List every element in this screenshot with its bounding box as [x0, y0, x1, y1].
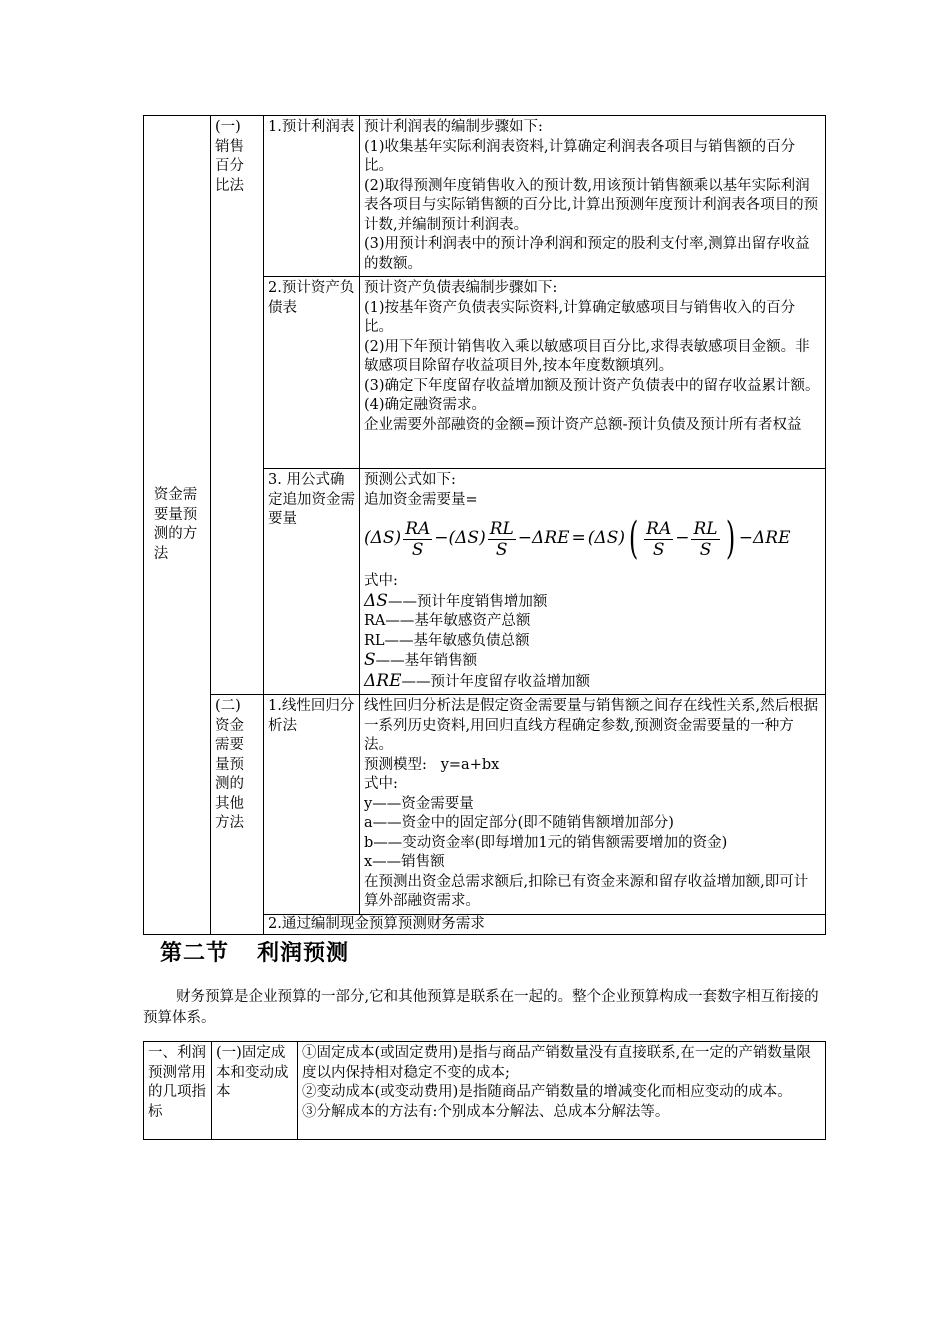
formula-dre: ΔRE: [753, 528, 791, 549]
main-category-label: 资金需要量预测的方法: [153, 487, 198, 562]
legend-text: RA——基年敏感资产总额: [364, 613, 531, 629]
legend-text: ——预计年度销售增加额: [387, 593, 548, 610]
legend-item: [364, 592, 821, 613]
fraction-denominator: S: [411, 539, 424, 560]
indicator-category-cell: [144, 1042, 212, 1140]
big-paren-right: ): [725, 513, 735, 564]
text-line: (2)用下年预计销售收入乘以敏感项目百分比,求得表敏感项目金额。非敏感项目除留存收益项目外,按本年度数额填列。: [364, 338, 810, 374]
intro-paragraph: 财务预算是企业预算的一部分,它和其他预算是联系在一起的。整个企业预算构成一套数字相互衔接的预算体系。: [143, 989, 819, 1026]
main-category-cell: [144, 116, 211, 935]
text-line: (2)取得预测年度销售收入的预计数,用该预计销售额乘以基年实际利润表各项目与实际销售额的百分比,计算出预测年度预计利润表各项目的预计数,并编制预计利润表。: [364, 177, 819, 233]
formula-equals: =: [571, 528, 586, 549]
fraction-numerator: RA: [405, 518, 431, 539]
footer-row-text: 2.通过编制现金预算预测财务需求: [268, 915, 485, 932]
text-line: (3)用预计利润表中的预计净利润和预定的股利支付率,测算出留存收益的数额。: [364, 236, 810, 272]
capital-forecast-table: [143, 115, 826, 935]
fraction-rl-s: [691, 519, 719, 560]
text-line: (1)按基年资产负债表实际资料,计算确定敏感项目与销售收入的百分比。: [364, 299, 796, 335]
big-paren-left: (: [628, 513, 639, 564]
row-name: 3. 用公式确定追加资金需要量: [268, 472, 355, 527]
row-content-cell: [360, 116, 826, 277]
formula-ds: (ΔS): [364, 528, 402, 549]
fraction-denominator: S: [652, 539, 665, 560]
legend-item: [364, 651, 821, 672]
row-content-cell: [360, 277, 826, 469]
text-line: 线性回归分析法是假定资金需要量与销售额之间存在线性关系,然后根据一系列历史资料,用回归直线方程确定参数,预测资金需要量的一种方法。: [364, 698, 819, 753]
text-line: a——资金中的固定部分(即不随销售额增加部分): [364, 815, 674, 831]
footer-row-cell: [264, 914, 826, 935]
legend-text: ——基年销售额: [375, 653, 478, 669]
formula-minus: −: [738, 528, 753, 549]
fraction-denominator: S: [699, 539, 712, 560]
row-name: 1.线性回归分析法: [268, 698, 355, 734]
text-line: 预测公式如下:: [364, 472, 456, 488]
text-line: 预计资产负债表编制步骤如下:: [364, 280, 558, 296]
text-line: (1)收集基年实际利润表资料,计算确定利润表各项目与销售额的百分比。: [364, 138, 796, 174]
formula-minus: −: [434, 528, 449, 549]
group2-label: (二)资金需要量预测的其他方法: [215, 698, 244, 831]
legend-text: RL——基年敏感负债总额: [364, 632, 530, 649]
formula-ds: (ΔS): [448, 528, 486, 549]
fraction-denominator: S: [495, 539, 508, 560]
text-line: 式中:: [364, 776, 398, 792]
legend-item: [364, 672, 821, 693]
row-name-cell: [264, 695, 360, 915]
legend-symbol: ΔRE: [364, 670, 402, 691]
cost-description-cell: [298, 1042, 826, 1140]
legend-item: [364, 632, 821, 652]
cost-type-label: (一)固定成本和变动成本: [216, 1045, 289, 1100]
formula-minus: −: [675, 528, 690, 549]
formula-minus: −: [517, 528, 533, 549]
legend-item: [364, 612, 821, 632]
fraction-numerator: RL: [489, 518, 514, 539]
text-line: b——变动资金率(即每增加1元的销售额需要增加的资金): [364, 834, 728, 851]
section-heading: [160, 936, 349, 967]
row-name-cell: [264, 116, 360, 277]
row-name: 2.预计资产负债表: [268, 280, 355, 316]
text-line: ③分解成本的方法有:个别成本分解法、总成本分解法等。: [302, 1103, 670, 1120]
group1-label-cell: [211, 116, 264, 695]
row-name-cell: [264, 469, 360, 695]
text-line: 追加资金需要量=: [364, 491, 478, 508]
text-line: y——资金需要量: [364, 795, 474, 812]
fraction-numerator: RL: [693, 518, 718, 539]
text-line: x——销售额: [364, 854, 445, 870]
text-line: 预计利润表的编制步骤如下:: [364, 119, 543, 135]
legend-title: 式中:: [364, 573, 398, 589]
fraction-ra-s: [644, 519, 673, 560]
fraction-numerator: RA: [646, 518, 672, 539]
row-content-cell: [360, 695, 826, 915]
funding-formula: [364, 512, 821, 566]
fraction-rl-s: [488, 519, 516, 560]
group2-label-cell: [211, 695, 264, 935]
text-line: 预测模型: y=a+bx: [364, 756, 500, 773]
text-line: ①固定成本(或固定费用)是指与商品产销数量没有直接联系,在一定的产销数量限度以内保持相对稳定不变的成本;: [302, 1045, 811, 1081]
row-content-cell: [360, 469, 826, 695]
legend-text: ——预计年度留存收益增加额: [401, 673, 590, 690]
legend-symbol: S: [364, 650, 376, 670]
text-line: 企业需要外部融资的金额=预计资产总额-预计负债及预计所有者权益: [364, 416, 802, 433]
legend-symbol: ΔS: [364, 590, 388, 611]
section-number: 第二节: [160, 940, 230, 966]
formula-ds: (ΔS): [587, 528, 625, 549]
profit-indicator-table: [143, 1041, 826, 1140]
cost-type-cell: [212, 1042, 298, 1140]
row-name: 1.预计利润表: [268, 119, 355, 135]
text-line: (4)确定融资需求。: [364, 397, 487, 413]
row-name-cell: [264, 277, 360, 469]
formula-dre: ΔRE: [532, 528, 570, 549]
group1-label: (一)销售百分比法: [215, 119, 244, 194]
indicator-category-label: 一、利润预测常用的几项指标: [148, 1045, 206, 1120]
text-line: ②变动成本(或变动费用)是指随商品产销数量的增减变化而相应变动的成本。: [302, 1084, 792, 1100]
fraction-ra-s: [403, 519, 432, 560]
section-title: 利润预测: [257, 940, 350, 966]
text-line: 在预测出资金总需求额后,扣除已有资金来源和留存收益增加额,即可计算外部融资需求。: [364, 873, 809, 909]
text-line: (3)确定下年度留存收益增加额及预计资产负债表中的留存收益累计额。: [364, 377, 820, 394]
